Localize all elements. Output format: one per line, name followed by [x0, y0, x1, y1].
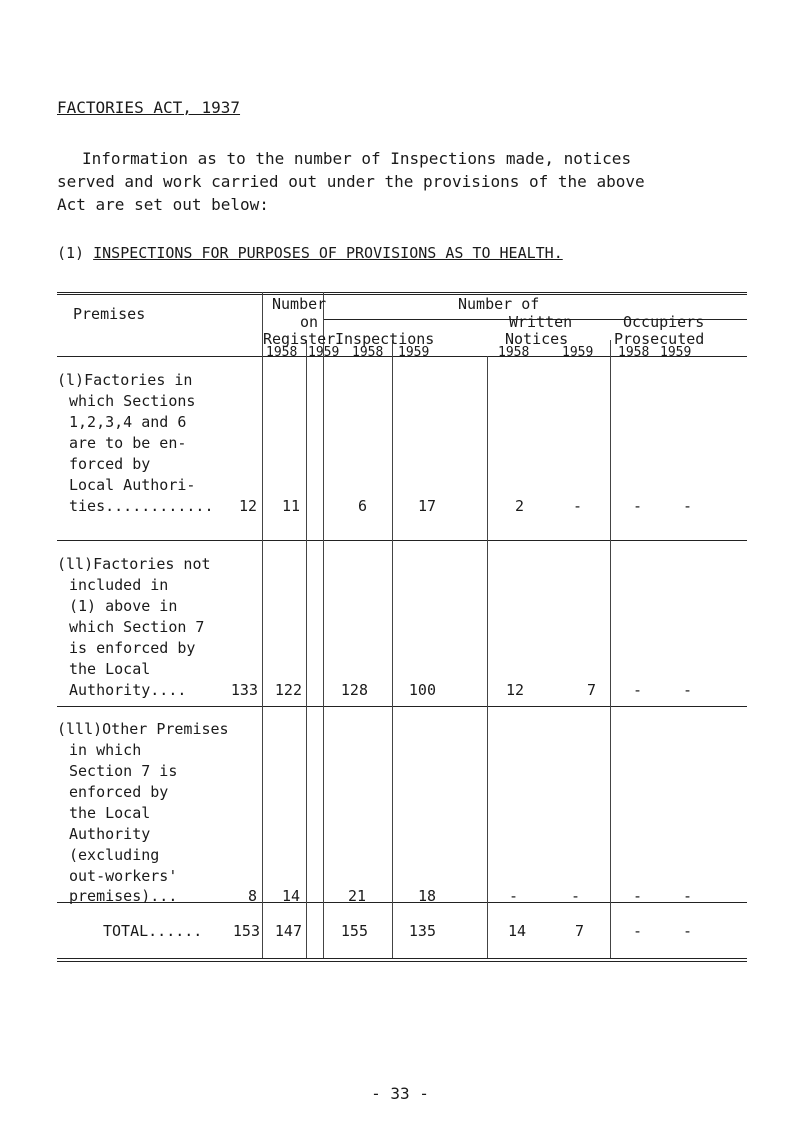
row-label-line: forced by: [69, 455, 151, 473]
header-year: 1959: [562, 345, 594, 360]
header-on: on: [300, 313, 319, 331]
cell-value: 7: [586, 681, 596, 699]
row-label-line: Local Authori-: [69, 476, 196, 494]
total-value: 135: [408, 922, 436, 940]
header-notices: Notices: [505, 330, 569, 348]
header-premises: Premises: [73, 305, 146, 323]
cell-value: 100: [408, 681, 436, 699]
row-label-line: are to be en-: [69, 434, 187, 452]
cell-value: 6: [357, 497, 367, 515]
cell-value: -: [632, 681, 642, 699]
cell-value: 11: [281, 497, 300, 515]
header-inspections: Inspections: [335, 330, 435, 348]
cell-value: 12: [238, 497, 257, 515]
cell-value: 17: [417, 497, 436, 515]
cell-value: 21: [347, 887, 366, 905]
header-year: 1958: [352, 345, 384, 360]
intro-line-2: served and work carried out under the provisions of the above: [57, 172, 645, 191]
row-label-line: is enforced by: [69, 639, 196, 657]
header-occupiers: Occupiers: [623, 313, 705, 331]
intro-line-3: Act are set out below:: [57, 195, 269, 214]
cell-value: 128: [340, 681, 368, 699]
cell-value: 12: [505, 681, 524, 699]
row-label-line: enforced by: [69, 783, 169, 801]
total-value: 153: [232, 922, 260, 940]
row-label-line: (1) above in: [69, 597, 178, 615]
row-label-line: Section 7 is: [69, 762, 178, 780]
row-label-line: (lll)Other Premises: [57, 720, 229, 738]
section-heading: [57, 244, 563, 262]
header-year: 1958: [498, 345, 530, 360]
total-value: -: [632, 922, 642, 940]
header-year: 1959: [398, 345, 430, 360]
row-label-line: in which: [69, 741, 142, 759]
row-label-line: Authority: [69, 825, 151, 843]
header-year: 1958: [266, 345, 298, 360]
row-label-line: Authority....: [69, 681, 187, 699]
row-label-line: (l)Factories in: [57, 371, 193, 389]
header-written: Written: [509, 313, 573, 331]
row-label-line: (excluding: [69, 846, 160, 864]
cell-value: -: [508, 887, 518, 905]
row-label-line: the Local: [69, 804, 151, 822]
row-label-line: ties............: [69, 497, 214, 515]
cell-value: -: [570, 887, 580, 905]
cell-value: 133: [230, 681, 258, 699]
cell-value: 18: [417, 887, 436, 905]
row-label-line: included in: [69, 576, 169, 594]
total-value: -: [682, 922, 692, 940]
cell-value: 8: [247, 887, 257, 905]
row-label-line: which Sections: [69, 392, 196, 410]
row-label-line: which Section 7: [69, 618, 205, 636]
row-label-line: 1,2,3,4 and 6: [69, 413, 187, 431]
total-value: 147: [274, 922, 302, 940]
cell-value: -: [682, 887, 692, 905]
row-label-line: (ll)Factories not: [57, 555, 211, 573]
cell-value: 2: [514, 497, 524, 515]
cell-value: 122: [274, 681, 302, 699]
total-value: 14: [507, 922, 526, 940]
total-value: 7: [574, 922, 584, 940]
cell-value: -: [682, 497, 692, 515]
row-label-line: the Local: [69, 660, 151, 678]
cell-value: -: [682, 681, 692, 699]
row-label-line: out-workers': [69, 867, 178, 885]
total-value: 155: [340, 922, 368, 940]
cell-value: -: [572, 497, 582, 515]
cell-value: 14: [281, 887, 300, 905]
document-heading: FACTORIES ACT, 1937: [57, 98, 241, 117]
page-number: - 33 -: [371, 1084, 429, 1103]
row-label-line: premises)...: [69, 887, 178, 905]
intro-line-1: Information as to the number of Inspections made, notices: [82, 149, 632, 168]
header-year: 1958: [618, 345, 650, 360]
header-number: Number: [272, 295, 327, 313]
header-number-of: Number of: [458, 295, 540, 313]
header-year: 1959: [308, 345, 340, 360]
section-title: INSPECTIONS FOR PURPOSES OF PROVISIONS AS TO HEALTH.: [93, 244, 563, 262]
header-prosecuted: Prosecuted: [614, 330, 705, 348]
section-number: (1): [57, 244, 85, 262]
cell-value: -: [632, 497, 642, 515]
header-register: Register: [263, 330, 336, 348]
header-year: 1959: [660, 345, 692, 360]
cell-value: -: [632, 887, 642, 905]
total-label: TOTAL......: [103, 922, 203, 940]
